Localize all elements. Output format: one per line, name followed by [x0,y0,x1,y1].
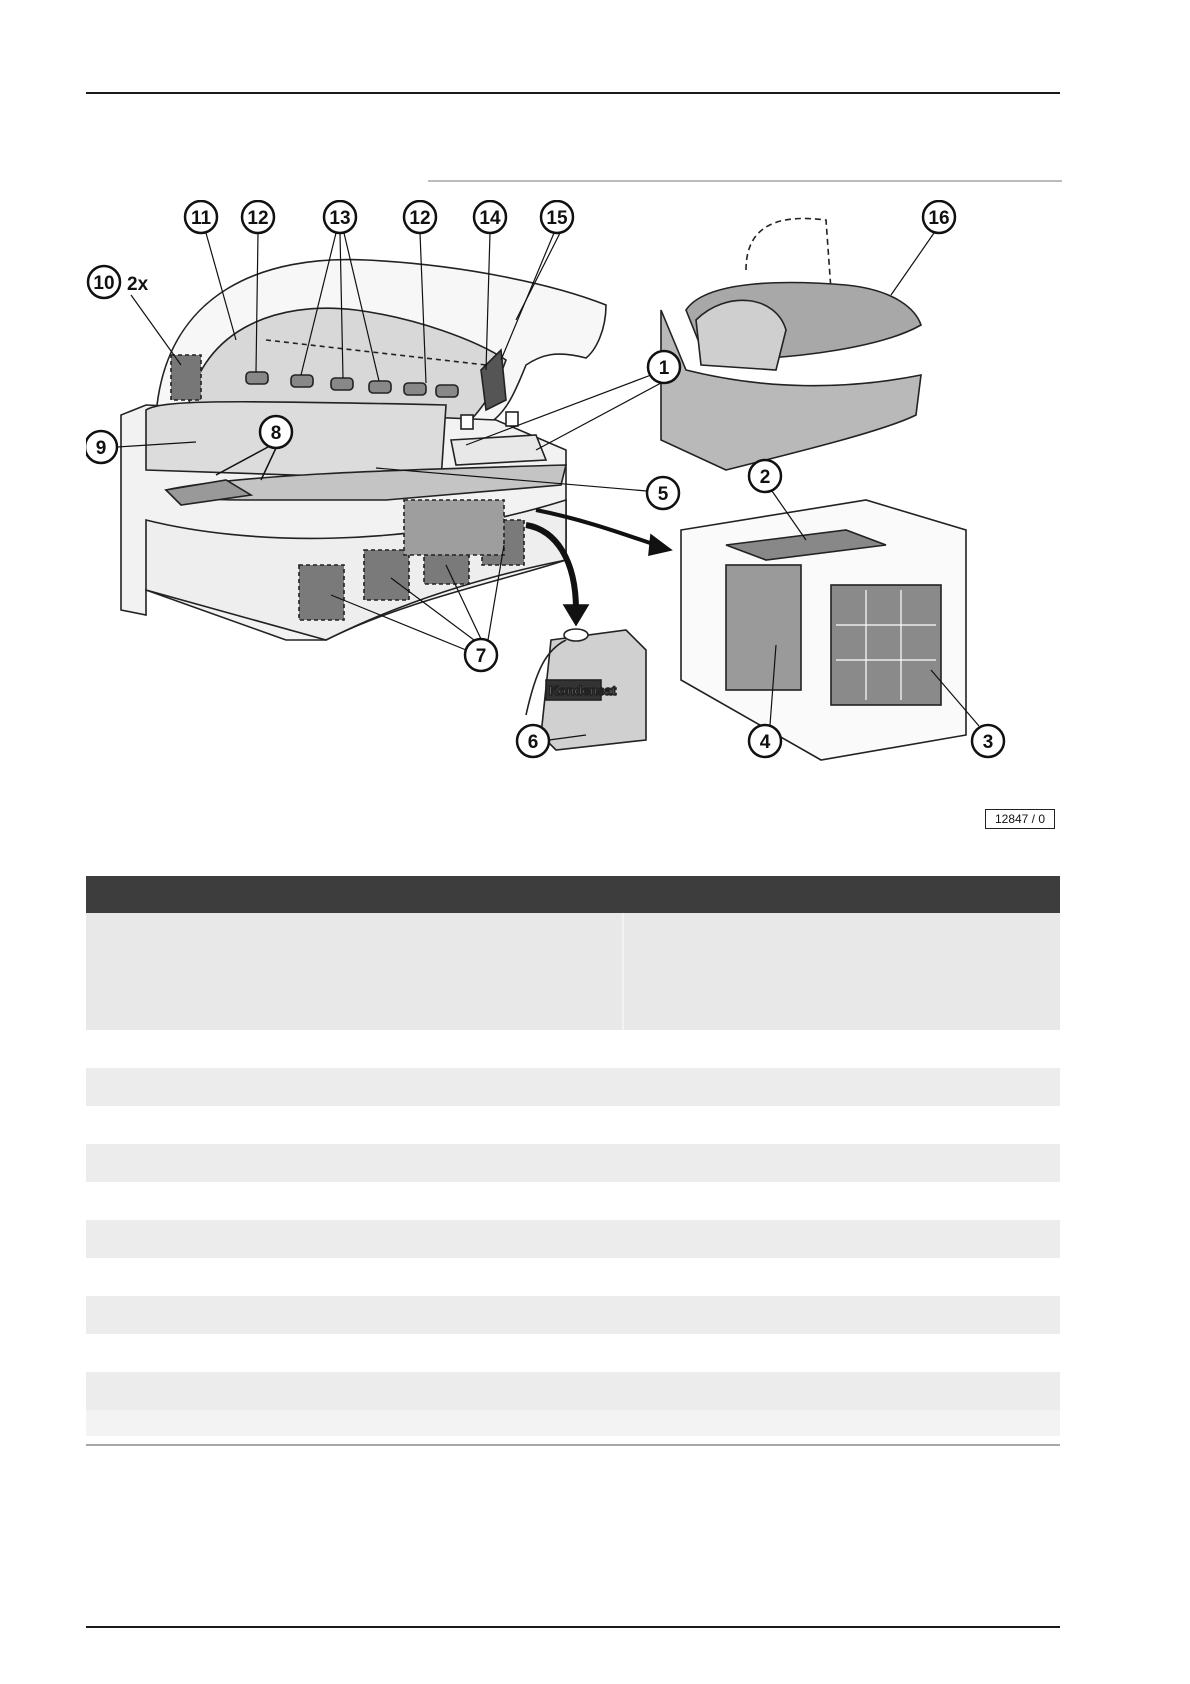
svg-text:12: 12 [409,208,431,229]
svg-text:7: 7 [475,646,487,667]
table-row [86,1410,1060,1436]
tanning-bed-illustration [121,260,671,640]
callout-10 [88,266,181,365]
svg-text:11: 11 [190,208,212,229]
table-row [86,1182,1060,1220]
filter-unit-illustration [681,500,966,760]
section-rule [428,180,1062,182]
table-row [86,1220,1060,1258]
table-row [86,1258,1060,1296]
figure-reference-number: 12847 / 0 [985,809,1055,829]
svg-text:10: 10 [93,273,115,294]
footer-rule [86,1626,1060,1628]
table-header [86,876,1060,913]
exploded-view-figure [86,200,1066,840]
svg-text:2: 2 [759,467,771,488]
table-row [86,1106,1060,1144]
parts-legend-table [86,876,1060,1446]
table-row [86,1144,1060,1182]
table-row [86,1030,1060,1068]
table-row [86,913,1060,1030]
table-row [86,1068,1060,1106]
svg-text:14: 14 [479,208,501,229]
header-rule [86,92,1060,94]
table-row [86,1334,1060,1372]
repeat-note: 2x [127,274,149,295]
svg-text:12: 12 [247,208,269,229]
svg-text:5: 5 [657,484,669,505]
callout-16 [891,201,955,295]
table-header-cell [622,876,1060,913]
svg-text:15: 15 [546,208,568,229]
table-end-rule [86,1444,1060,1446]
svg-text:1: 1 [658,358,670,379]
svg-text:13: 13 [329,208,351,229]
svg-text:8: 8 [270,423,282,444]
table-header-cell [86,876,622,913]
svg-text:9: 9 [95,438,107,459]
svg-text:4: 4 [759,732,771,753]
svg-text:3: 3 [982,732,994,753]
table-row [86,1296,1060,1334]
table-row [86,1372,1060,1410]
canister-label: Kondensat [549,683,617,698]
svg-text:6: 6 [527,732,539,753]
svg-text:16: 16 [928,208,950,229]
closed-bed-illustration [658,218,921,470]
